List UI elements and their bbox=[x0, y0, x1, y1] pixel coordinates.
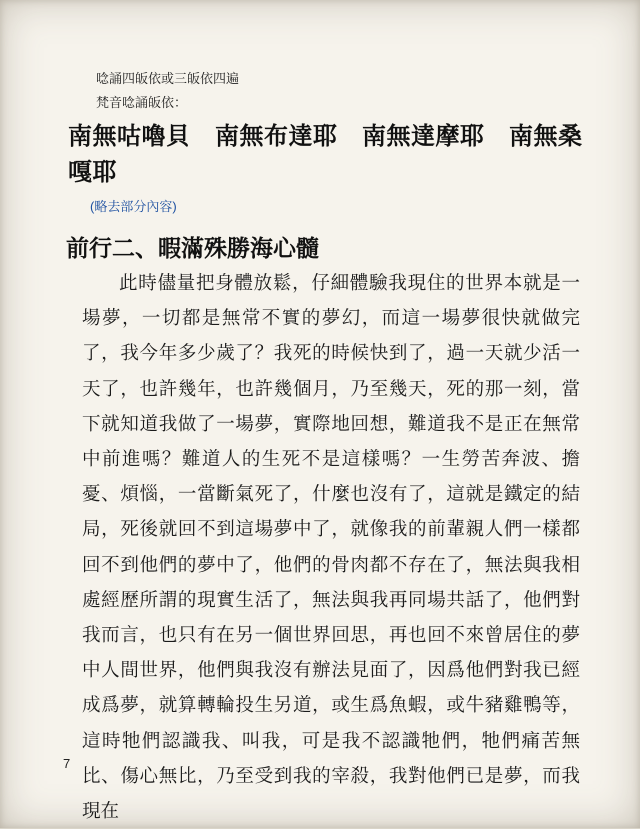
body-paragraph: 此時儘量把身體放鬆，仔細體驗我現住的世界本就是一場夢，一切都是無常不實的夢幻，而這一場夢很快就做完了，我今年多少歲了？我死的時候快到了，過一天就少活一天了，也許幾年，也許幾個月，乃至幾天，死的那一刻，當下就知道我做了一場夢，實際地回想，難道我不是正在無常中前進嗎？難道人的生死不是這樣嗎？一生勞苦奔波、擔憂、煩惱，一當斷氣死了，什麼也沒有了，這就是鐵定的結局，死後就回不到這場夢中了，就像我的前輩親人們一樣都回不到他們的夢中了，他們的骨肉都不存在了，無法與我相處經歷所謂的現實生活了，無法與我再同場共話了，他們對我而言，也只有在另一個世界回思，再也回不來曾居住的夢中人間世界，他們與我沒有辦法見面了，因爲他們對我已經成爲夢，就算轉輪投生另道，或生爲魚蝦，或牛豬雞鴨等，這時牠們認識我、叫我，可是我不認識牠們，牠們痛苦無比、傷心無比，乃至受到我的宰殺，我對他們已是夢，而我現在 bbox=[82, 273, 580, 823]
omitted-content-note: (略去部分內容) bbox=[90, 199, 177, 214]
page-number: 7 bbox=[63, 756, 71, 771]
section-heading: 前行二、暇滿殊勝海心髓 bbox=[66, 235, 319, 261]
instruction-note-1: 唸誦四皈依或三皈依四遍 bbox=[96, 72, 240, 87]
instruction-note-2: 梵音唸誦皈依： bbox=[96, 96, 188, 111]
refuge-mantra: 南無咕嚕貝 南無布達耶 南無達摩耶 南無桑嘎耶 bbox=[68, 121, 583, 186]
